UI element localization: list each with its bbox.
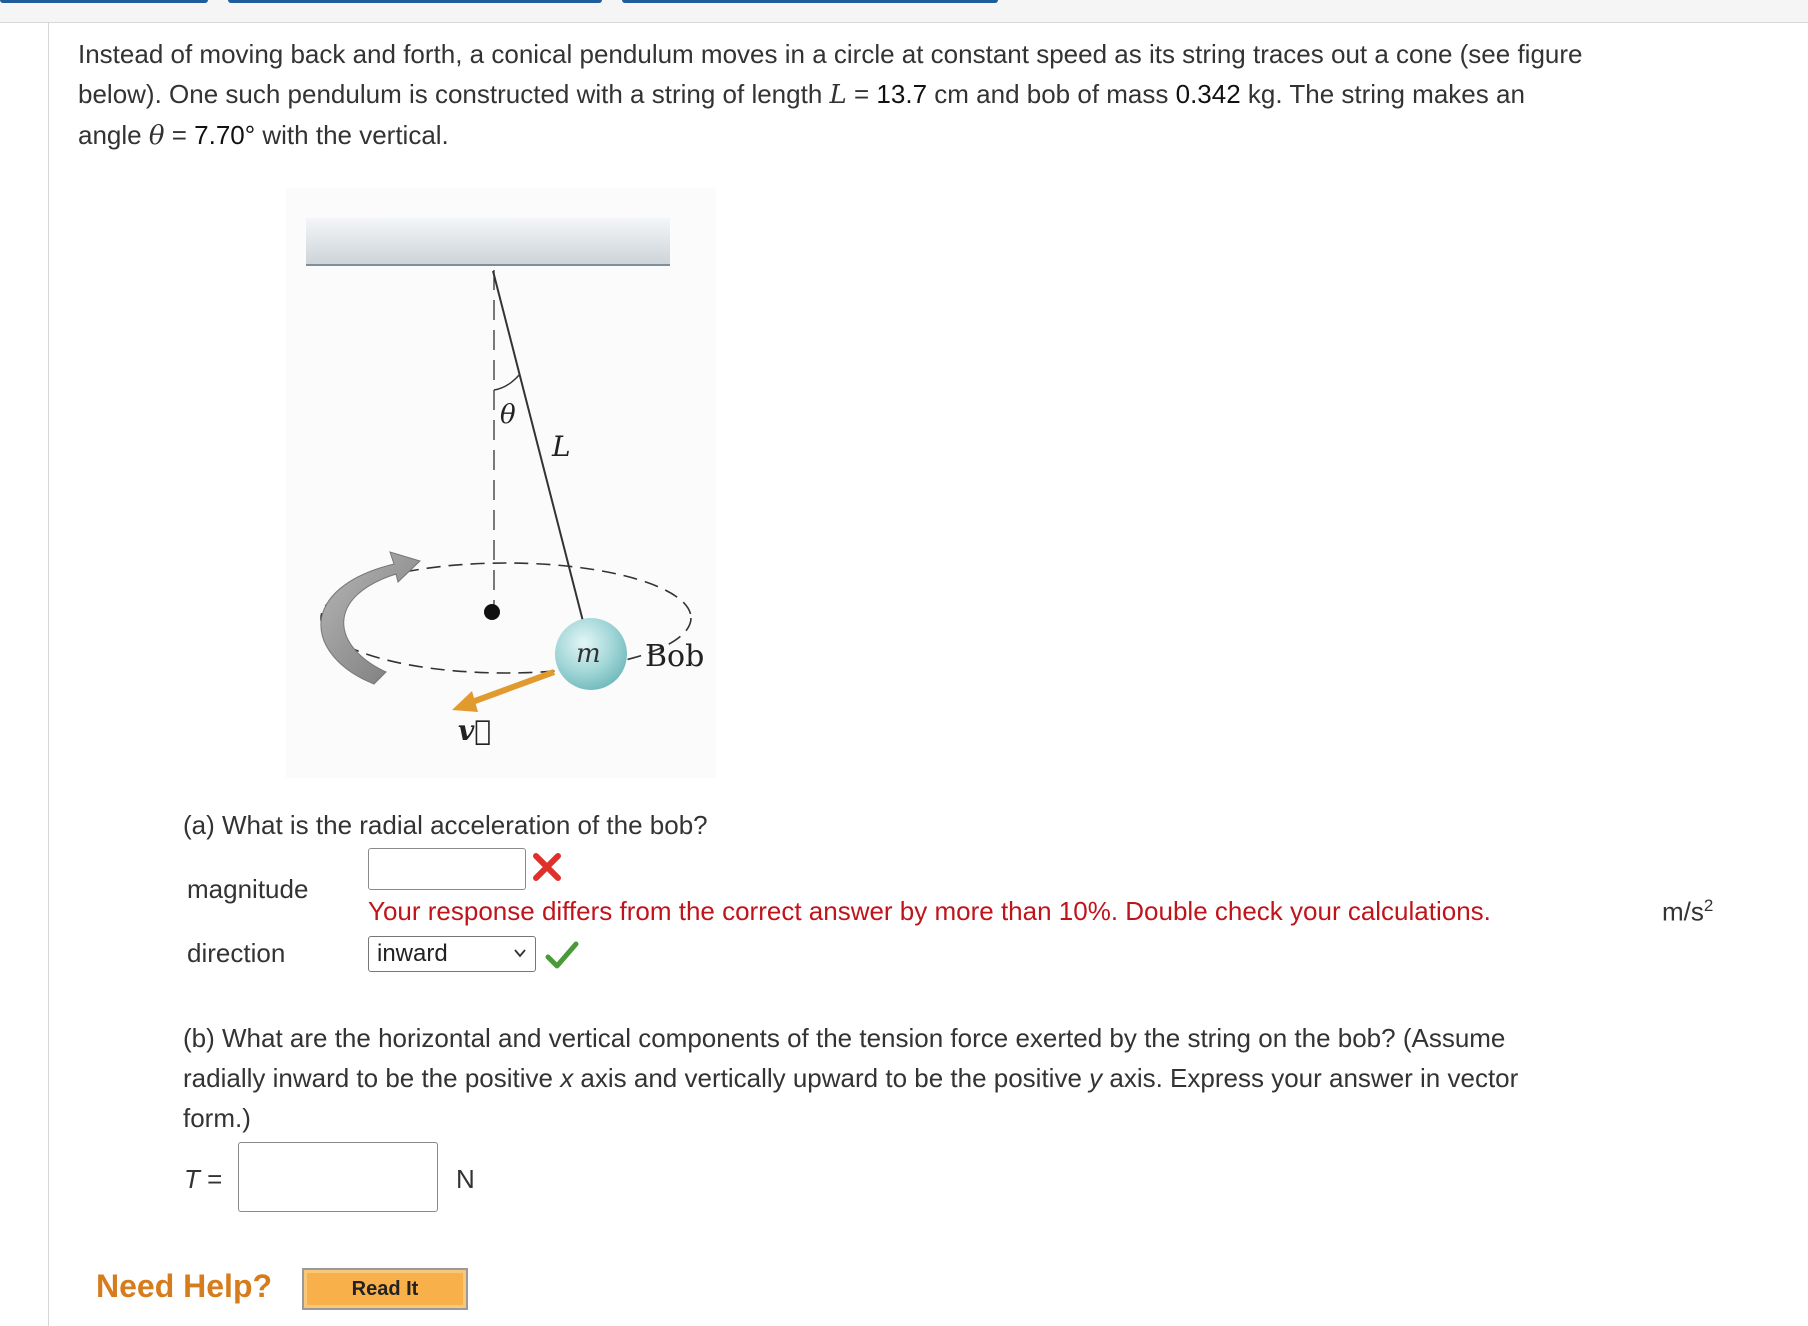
velocity-arrow	[464, 672, 554, 705]
ceiling	[306, 218, 670, 265]
direction-select-value: inward	[377, 940, 448, 967]
incorrect-x-icon	[532, 852, 562, 882]
magnitude-label: magnitude	[187, 874, 309, 904]
direction-select[interactable]	[368, 936, 536, 972]
error-feedback: Your response differs from the correct answer by more than 10%. Double check your calculations.	[368, 896, 1491, 926]
mass-label: m	[576, 639, 601, 669]
part-b-question: (b) What are the horizontal and vertical components of the tension force exerted by the string on the bob? (Assume radially inward to be the positive x axis and vertically upward to be the positive y axis. Express your answer in vector form.)	[183, 1023, 1519, 1133]
center-point	[484, 604, 500, 620]
need-help-label: Need Help?	[96, 1268, 273, 1304]
problem-statement: Instead of moving back and forth, a conical pendulum moves in a circle at constant speed as its string traces out a cone (see figure below). One such pendulum is constructed with a string of length L = 13.7 cm and bob of mass 0.342 kg. The string makes an angle θ = 7.70° with the vertical.	[78, 39, 1583, 151]
magnitude-input[interactable]	[368, 848, 526, 890]
bob-label: Bob	[645, 639, 705, 674]
theta-label: θ	[500, 400, 516, 430]
correct-check-icon	[545, 940, 579, 970]
tension-unit: N	[456, 1164, 475, 1194]
left-border	[48, 22, 49, 1326]
chevron-down-icon	[513, 946, 527, 960]
string	[493, 271, 586, 633]
tab-1[interactable]	[0, 0, 208, 3]
angle-arc	[494, 374, 520, 390]
conical-pendulum-figure	[286, 188, 716, 778]
direction-label: direction	[187, 938, 286, 968]
top-tab-bar	[0, 0, 1808, 23]
length-label: L	[552, 430, 571, 463]
part-a-question: (a) What is the radial acceleration of the bob?	[183, 810, 708, 840]
read-it-button[interactable]: Read It	[302, 1268, 468, 1310]
tension-label: T =	[184, 1164, 223, 1194]
tab-3[interactable]	[622, 0, 998, 3]
tension-input[interactable]	[238, 1142, 438, 1212]
velocity-label: v⃗	[458, 714, 492, 747]
acceleration-unit: $m/s^2$	[1662, 896, 1714, 927]
tab-2[interactable]	[228, 0, 602, 3]
